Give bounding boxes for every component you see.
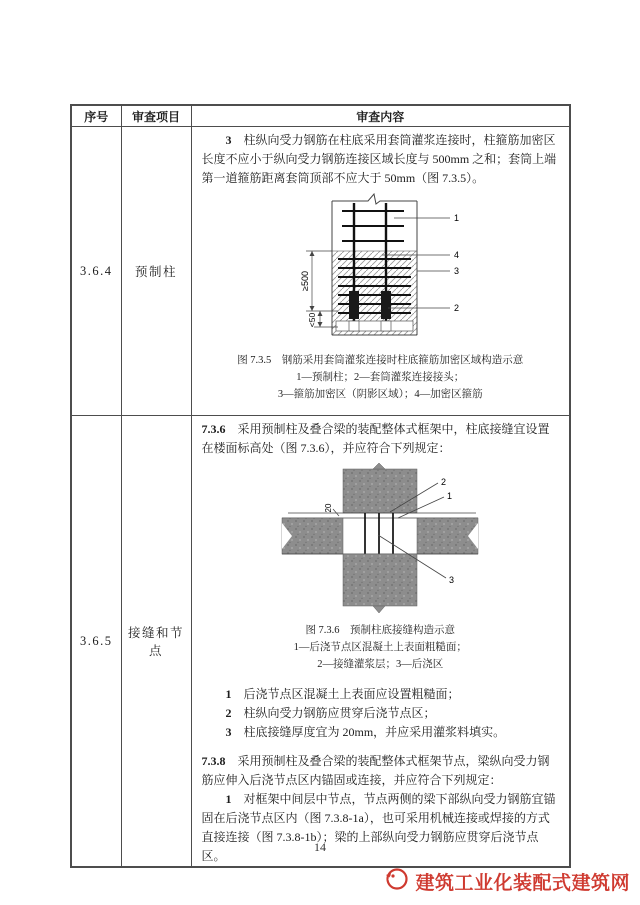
paragraph-736-number: 7.3.6: [201, 422, 226, 436]
upper-column-break: [373, 463, 385, 469]
header-seq: 序号: [71, 105, 121, 127]
paragraph-738-number: 7.3.8: [201, 754, 226, 768]
review-table: [70, 104, 571, 868]
figure-736-captions: [202, 622, 560, 673]
callout-2: 2: [454, 303, 460, 313]
grout-sleeve-right: [381, 291, 391, 319]
figure-735-legend-1: 1—预制柱；2—套筒灌浆连接接头；: [296, 372, 465, 383]
figure-735-caption: 图 7.3.5 钢筋采用套筒灌浆连接时柱底箍筋加密区域构造示意: [237, 355, 524, 366]
rule-list-736: [202, 685, 560, 742]
row-364-seq: 3.6.4: [71, 127, 121, 416]
watermark-text: 建筑工业化装配式建筑网: [415, 872, 630, 894]
callout-rough-surface: 1: [447, 491, 453, 501]
row-365-seq: 3.6.5: [71, 416, 121, 868]
header-content: 审查内容: [191, 105, 570, 127]
list-item-3: 3 柱底接缝厚度宜为 20mm，并应采用灌浆料填实。: [225, 725, 506, 739]
figure-736-legend-1: 1—后浇节点区混凝土上表面粗糙面；: [293, 642, 467, 653]
column-base-joint-diagram: [278, 463, 482, 613]
paragraph-364: [202, 131, 560, 188]
figure-735-legend-2: 3—箍筋加密区（阴影区域）；4—加密区箍筋: [277, 389, 483, 400]
callout-4: 4: [454, 250, 460, 260]
callout-1: 1: [454, 213, 460, 223]
figure-735-captions: [202, 352, 560, 403]
row-364-item: 预制柱: [121, 127, 191, 416]
row-365-content: [191, 416, 570, 868]
row-364-content: [191, 127, 570, 416]
list-item-2: 2 柱纵向受力钢筋应贯穿后浇节点区；: [225, 706, 436, 720]
column-top-break: [332, 194, 417, 204]
site-watermark: [383, 864, 630, 898]
paragraph-738-text: 采用预制柱及叠合梁的装配整体式框架节点，梁纵向受力钢筋应伸入后浇节点区内锚固或连接，并应符合下列规定：: [201, 754, 550, 787]
figure-736-caption: 图 7.3.6 预制柱底接缝构造示意: [305, 625, 456, 636]
figure-736: [202, 463, 560, 619]
lower-column-break: [373, 606, 385, 613]
red-globe-star-icon: [383, 866, 409, 897]
paragraph-364-number: 3: [225, 133, 232, 147]
callout-grout-layer: 2: [441, 477, 447, 487]
dim-label-20: 20: [324, 503, 334, 513]
figure-736-legend-2: 2—接缝灌浆层；3—后浇区: [317, 659, 444, 670]
row-365-item: 接缝和节点: [121, 416, 191, 868]
paragraph-736: [202, 420, 560, 458]
grout-sleeve-left: [349, 291, 359, 319]
paragraph-736-text: 采用预制柱及叠合梁的装配整体式框架中，柱底接缝宜设置在楼面标高处（图 7.3.6），并应符合下列规定：: [201, 422, 550, 455]
paragraph-738: [202, 752, 560, 790]
paragraph-364-text: 柱纵向受力钢筋在柱底采用套筒灌浆连接时，柱箍筋加密区长度不应小于纵向受力钢筋连接区域长度与 500mm 之和；套筒上端第一道箍筋距离套筒顶部不应大于 50mm（图 7.3.5）。: [201, 133, 557, 185]
paragraph-738-item-1: 1 对框架中间层中节点，节点两侧的梁下部纵向受力钢筋宜锚固在后浇节点区内（图 7.3.8-1a），也可采用机械连接或焊接的方式直接连接（图 7.3.8-1b）；梁的上部纵向受力钢筋应贯穿后浇节点区。: [201, 792, 556, 863]
dim-label-50: <50: [307, 312, 318, 328]
page-number: 14: [314, 840, 326, 854]
dim-label-500: ≥500: [300, 271, 311, 291]
lower-column: [343, 554, 417, 606]
table-row-365: [71, 416, 570, 868]
column-sleeve-grouting-diagram: [282, 193, 478, 343]
header-item: 审查项目: [121, 105, 191, 127]
figure-735: [202, 193, 560, 349]
callout-post-cast-zone: 3: [449, 575, 455, 585]
upper-column: [343, 469, 417, 513]
callout-3: 3: [454, 266, 460, 276]
list-item-1: 1 后浇节点区混凝土上表面应设置粗糙面；: [225, 687, 460, 701]
table-header-row: [71, 105, 570, 127]
table-row-364: [71, 127, 570, 416]
